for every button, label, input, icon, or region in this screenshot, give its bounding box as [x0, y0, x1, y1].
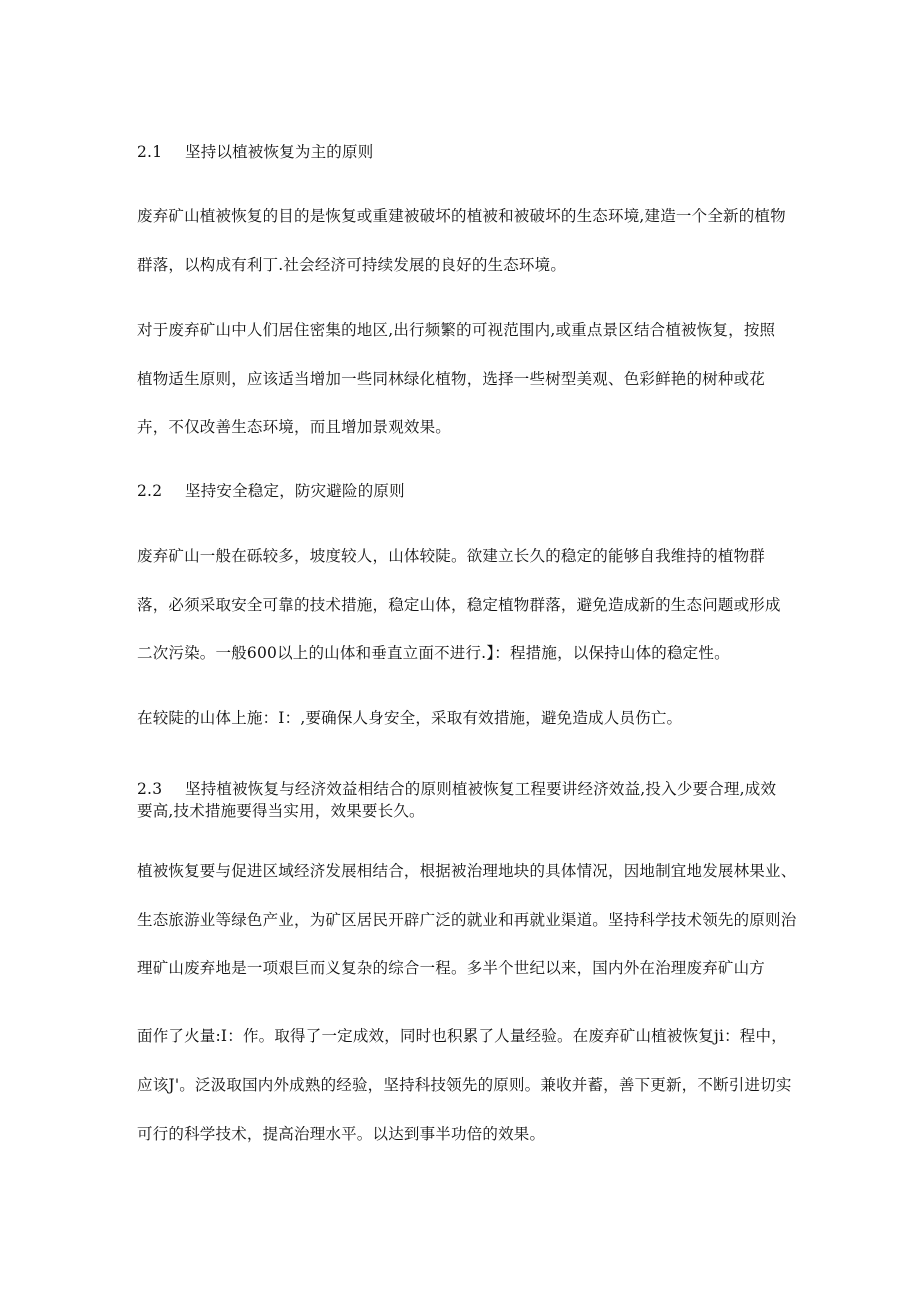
- section-number: 2.3: [137, 780, 163, 798]
- section-title: 坚持植被恢复与经济效益相结合的原则植被恢复工程要讲经济效益,投入少要合理,成效: [185, 780, 777, 798]
- paragraph-line: 植被恢复要与促进区域经济发展相结合，根据被治理地块的具体情况，因地制宜地发展林果业、: [137, 862, 797, 880]
- section-title: 坚持安全稳定，防灾避险的原则: [185, 482, 405, 500]
- section-heading-2-1: [137, 142, 373, 162]
- paragraph-line: 可行的科学技术，提高治理水平。以达到事半功倍的效果。: [137, 1125, 546, 1143]
- paragraph-line: 生态旅游业等绿色产业，为矿区居民开辟广泛的就业和再就业渠道。坚持科学技术领先的原则治: [137, 911, 797, 929]
- paragraph-line: 应该J'。泛汲取国内外成熟的经验，坚持科技领先的原则。兼收并蓄，善下更新，不断引进切实: [137, 1076, 792, 1094]
- paragraph-line: 二次污染。一般600以上的山体和垂直立面不进行.】：程措施，以保持山体的稳定性。: [137, 644, 730, 662]
- section-heading-2-3: [137, 779, 776, 799]
- paragraph-line: 废弃矿山植被恢复的目的是恢复或重建被破坏的植被和被破坏的生态环境,建造一个全新的植物: [137, 207, 786, 225]
- section-title-continuation: 要高,技术措施要得当实用，效果要长久。: [137, 802, 425, 820]
- paragraph-line: 群落，以构成有利丁.社会经济可持续发展的良好的生态环境。: [137, 256, 567, 274]
- section-title: 坚持以植被恢复为主的原则: [185, 143, 374, 161]
- paragraph-line: 植物适生原则，应该适当增加一些同林绿化植物，选择一些树型美观、色彩鲜艳的树种或花: [137, 370, 766, 388]
- section-heading-2-2: [137, 481, 405, 501]
- paragraph-line: 废弃矿山一般在砾较多，坡度较人，山体较陡。欲建立长久的稳定的能够自我维持的植物群: [137, 547, 766, 565]
- paragraph-line: 卉，不仅改善生态环境，而且增加景观效果。: [137, 418, 452, 436]
- paragraph-line: 对于废弃矿山中人们居住密集的地区,出行频繁的可视范围内,或重点景区结合植被恢复，按照: [137, 321, 776, 339]
- paragraph-line: 在较陡的山体上施：I：,要确保人身安全，采取有效措施，避免造成人员伤亡。: [137, 709, 683, 727]
- section-number: 2.1: [137, 143, 163, 161]
- paragraph-line: 落，必须采取安全可靠的技术措施，稳定山体，稳定植物群落，避免造成新的生态问题或形成: [137, 596, 781, 614]
- paragraph-line: 面作了火量:I：作。取得了一定成效，同时也积累了人量经验。在废弃矿山植被恢复ji：程中，: [137, 1027, 787, 1045]
- paragraph-line: 理矿山废弃地是一项艰巨而义复杂的综合一程。多半个世纪以来，国内外在治理废弃矿山方: [137, 959, 766, 977]
- section-number: 2.2: [137, 482, 163, 500]
